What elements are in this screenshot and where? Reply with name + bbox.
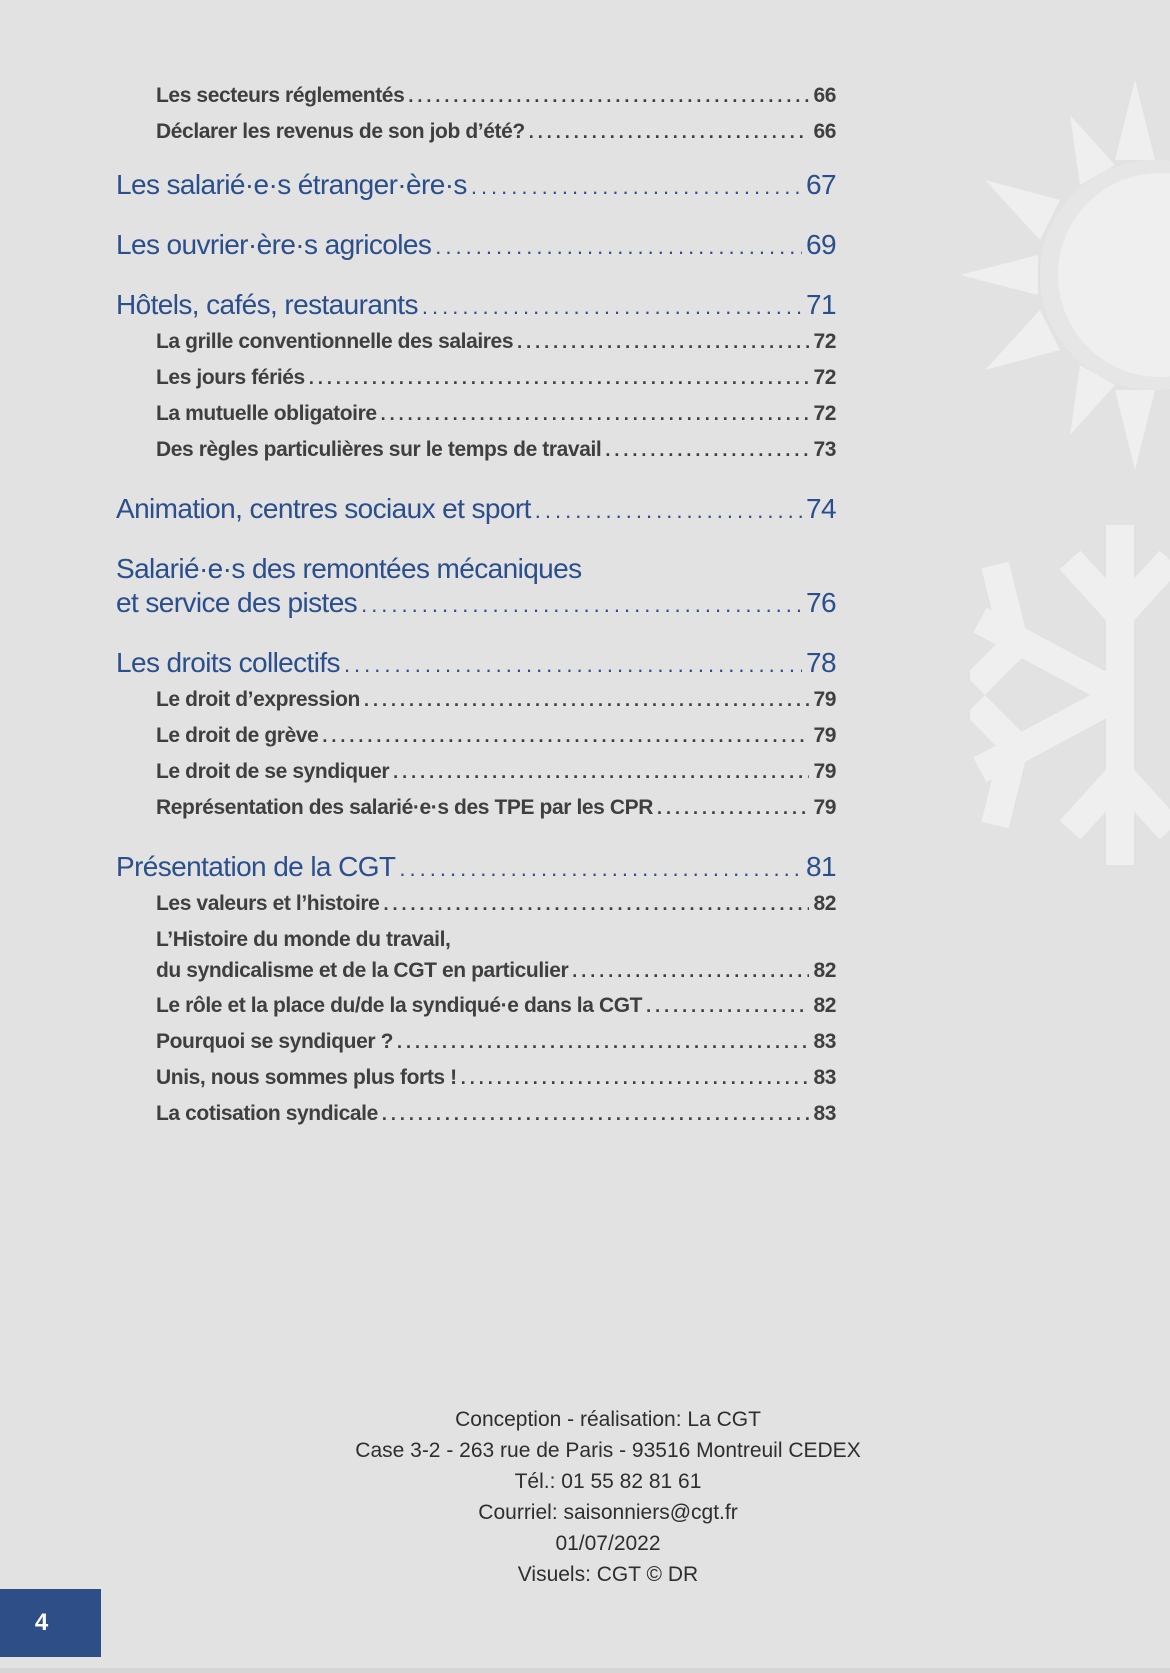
page-number-box xyxy=(0,1589,101,1657)
page-number: 83 xyxy=(813,1066,836,1089)
dot-leader xyxy=(344,648,802,682)
dot-leader xyxy=(322,718,809,754)
page-number: 79 xyxy=(813,796,836,819)
dot-leader xyxy=(382,1096,810,1132)
email-line: Courriel: saisonniers@cgt.fr xyxy=(478,1501,738,1524)
page-number: 73 xyxy=(813,438,836,461)
toc-section-animation[interactable]: Animation, centres sociaux et sport ..... 74 xyxy=(116,492,836,528)
page-number: 83 xyxy=(813,1102,836,1125)
dot-leader xyxy=(605,432,809,468)
dot-leader xyxy=(517,324,809,360)
page-number-label: 4 xyxy=(34,1609,49,1636)
page-number: 72 xyxy=(813,330,836,353)
dot-leader xyxy=(408,78,809,114)
page-number: 82 xyxy=(813,959,836,982)
colophon xyxy=(0,1404,1170,1590)
dot-leader xyxy=(461,1060,810,1096)
page-number: 71 xyxy=(806,289,836,320)
page-number: 79 xyxy=(813,688,836,711)
page-number: 72 xyxy=(813,366,836,389)
page-number: 66 xyxy=(813,120,836,143)
dot-leader xyxy=(393,754,809,790)
page-number: 79 xyxy=(813,724,836,747)
page-number: 66 xyxy=(813,84,836,107)
toc-section-hotels-cafes-restaurants[interactable]: Hôtels, cafés, restaurants ..... 71 xyxy=(116,288,836,324)
dot-leader xyxy=(364,682,809,718)
toc-entry-unis-plus-forts[interactable]: Unis, nous sommes plus forts ! ..... 83 xyxy=(156,1060,836,1096)
toc-entry-secteurs-reglementes[interactable]: Les secteurs réglementés ..... 66 xyxy=(156,78,836,114)
dot-leader xyxy=(422,290,802,324)
dot-leader xyxy=(381,396,810,432)
page-number: 82 xyxy=(813,892,836,915)
dot-leader xyxy=(471,170,802,204)
toc-entry-droit-syndiquer[interactable]: Le droit de se syndiquer ..... 79 xyxy=(156,754,836,790)
dot-leader xyxy=(361,588,802,622)
toc-section-presentation-cgt[interactable]: Présentation de la CGT ..... 81 xyxy=(116,850,836,886)
visuals-line: Visuels: CGT © DR xyxy=(517,1563,699,1586)
toc-entry-valeurs-histoire[interactable]: Les valeurs et l’histoire ..... 82 xyxy=(156,886,836,922)
toc-section-salaries-etrangers[interactable]: Les salarié·e·s étranger·ère·s ..... 67 xyxy=(116,168,836,204)
toc-entry-grille-salaires[interactable]: La grille conventionnelle des salaires ..... 72 xyxy=(156,324,836,360)
toc-entry-declarer-revenus[interactable]: Déclarer les revenus de son job d’été? ..... 66 xyxy=(156,114,836,150)
dot-leader xyxy=(383,886,809,922)
credits-line: Conception - réalisation: La CGT xyxy=(455,1408,761,1431)
page-number: 69 xyxy=(806,229,836,260)
dot-leader xyxy=(399,852,802,886)
dot-leader xyxy=(535,494,802,528)
page-number: 82 xyxy=(813,994,836,1017)
page-number: 78 xyxy=(806,647,836,678)
toc-section-remontees-mecaniques[interactable]: Salarié·e·s des remontées mécaniques et service des pistes ..... 76 xyxy=(116,552,836,622)
toc-entry-droit-greve[interactable]: Le droit de grève ..... 79 xyxy=(156,718,836,754)
toc-section-droits-collectifs[interactable]: Les droits collectifs ..... 78 xyxy=(116,646,836,682)
toc-entry-histoire-monde-travail[interactable]: L’Histoire du monde du travail, du syndicalisme et de la CGT en particulier ..... 82 xyxy=(156,926,836,988)
toc-entry-temps-de-travail[interactable]: Des règles particulières sur le temps de travail ..... 73 xyxy=(156,432,836,468)
dot-leader xyxy=(657,790,809,826)
page-number: 79 xyxy=(813,760,836,783)
bottom-edge xyxy=(0,1668,1170,1673)
dot-leader xyxy=(309,360,810,396)
sun-icon xyxy=(950,70,1170,480)
page-number: 83 xyxy=(813,1030,836,1053)
address-line: Case 3-2 - 263 rue de Paris - 93516 Montreuil CEDEX xyxy=(355,1439,861,1462)
toc-entry-role-syndique[interactable]: Le rôle et la place du/de la syndiqué·e dans la CGT ..... 82 xyxy=(156,988,836,1024)
date-line: 01/07/2022 xyxy=(555,1532,661,1555)
page-number: 81 xyxy=(806,851,836,882)
dot-leader xyxy=(529,114,810,150)
page-number: 72 xyxy=(813,402,836,425)
dot-leader xyxy=(435,230,802,264)
dot-leader xyxy=(646,988,809,1024)
toc-entry-jours-feries[interactable]: Les jours fériés ..... 72 xyxy=(156,360,836,396)
table-of-contents xyxy=(116,78,836,1132)
dot-leader xyxy=(397,1024,809,1060)
toc-entry-mutuelle[interactable]: La mutuelle obligatoire ..... 72 xyxy=(156,396,836,432)
page-number: 67 xyxy=(806,169,836,200)
phone-line: Tél.: 01 55 82 81 61 xyxy=(514,1470,702,1493)
toc-entry-pourquoi-syndiquer[interactable]: Pourquoi se syndiquer ? ..... 83 xyxy=(156,1024,836,1060)
dot-leader xyxy=(572,954,809,988)
page-number: 76 xyxy=(806,587,836,618)
page-number: 74 xyxy=(806,493,836,524)
toc-entry-representation-tpe[interactable]: Représentation des salarié·e·s des TPE par les CPR ..... 79 xyxy=(156,790,836,826)
toc-section-ouvriers-agricoles[interactable]: Les ouvrier·ère·s agricoles ..... 69 xyxy=(116,228,836,264)
snowflake-icon xyxy=(970,520,1170,870)
toc-entry-cotisation[interactable]: La cotisation syndicale ..... 83 xyxy=(156,1096,836,1132)
toc-entry-droit-expression[interactable]: Le droit d’expression ..... 79 xyxy=(156,682,836,718)
